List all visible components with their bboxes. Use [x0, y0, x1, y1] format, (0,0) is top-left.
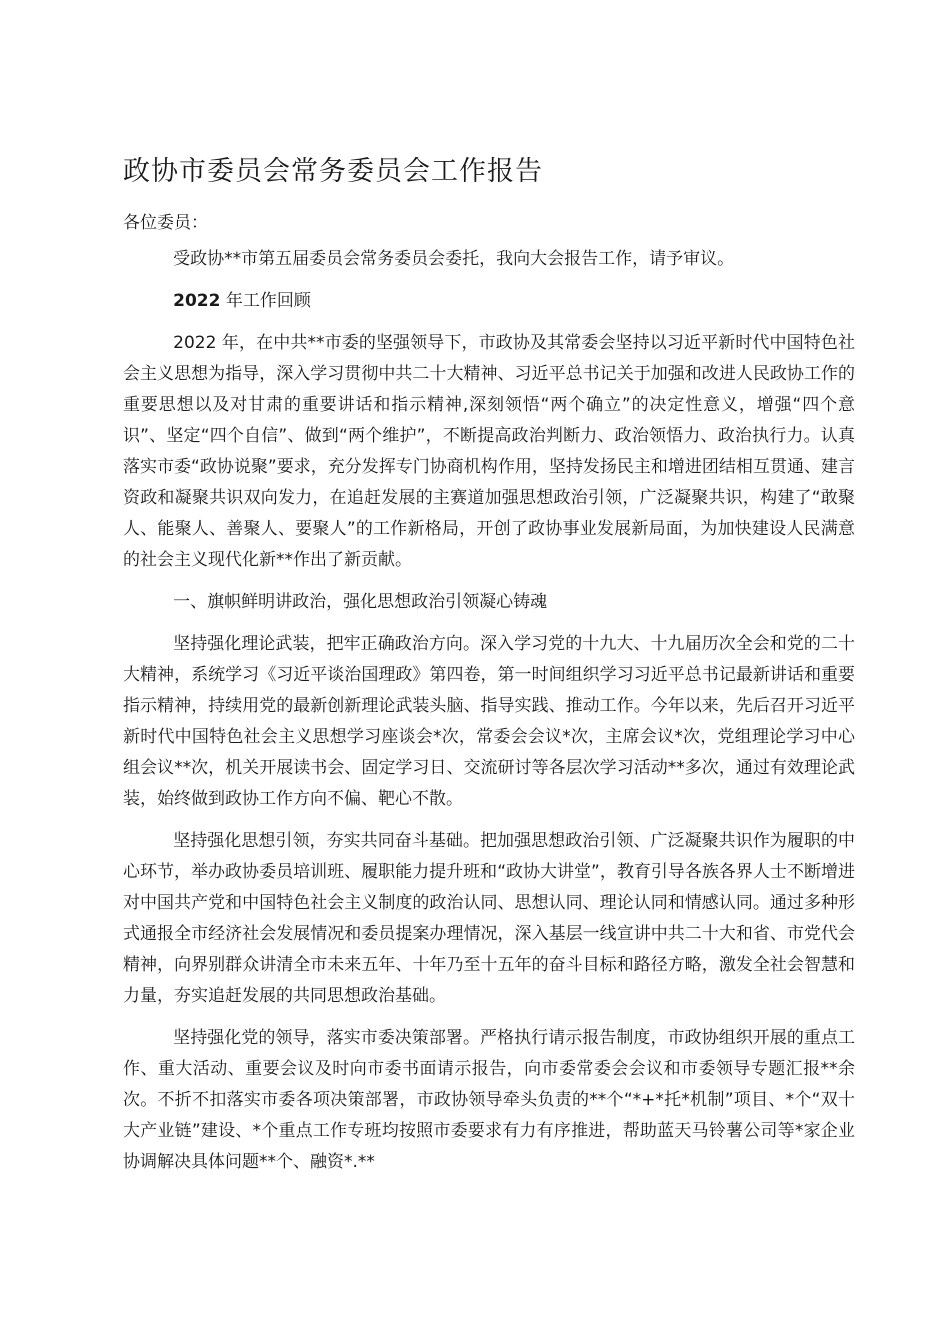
document-page: [123, 150, 855, 1189]
body-paragraph: 2022 年，在中共**市委的坚强领导下，市政协及其常委会坚持以习近平新时代中国特色社会主义思想为指导，深入学习贯彻中共二十大精神、习近平总书记关于加强和改进人民政协工作的重要思想以及对甘肃的重要讲话和指示精神,深刻领悟“两个确立”的决定性意义，增强“四个意识”、坚定“四个自信”、做到“两个维护”，不断提高政治判断力、政治领悟力、政治执行力。认真落实市委“政协说聚”要求，充分发挥专门协商机构作用，坚持发扬民主和增进团结相互贯通、建言资政和凝聚共识双向发力，在追赶发展的主赛道加强思想政治引领，广泛凝聚共识，构建了“敢聚人、能聚人、善聚人、要聚人”的工作新格局，开创了政协事业发展新局面，为加快建设人民满意的社会主义现代化新**作出了新贡献。: [123, 333, 855, 570]
section-heading: 一、旗帜鲜明讲政治，强化思想政治引领凝心铸魂: [173, 592, 548, 612]
review-heading-year: 2022: [173, 291, 221, 311]
body-paragraph: 坚持强化思想引领，夯实共同奋斗基础。把加强思想政治引领、广泛凝聚共识作为履职的中心环节，举办政协委员培训班、履职能力提升班和“政协大讲堂”，教育引导各族各界人士不断增进对中国共产党和中国特色社会主义制度的政治认同、思想认同、理论认同和情感认同。通过多种形式通报全市经济社会发展情况和委员提案办理情况，深入基层一线宣讲中共二十大和省、市党代会精神，向界别群众讲清全市未来五年、十年乃至十五年的奋斗目标和路径方略，激发全社会智慧和力量，夯实追赶发展的共同思想政治基础。: [123, 831, 855, 1006]
body-paragraph: 坚持强化理论武装，把牢正确政治方向。深入学习党的十九大、十九届历次全会和党的二十大精神，系统学习《习近平谈治国理政》第四卷，第一时间组织学习习近平总书记最新讲话和重要指示精神，持续用党的最新创新理论武装头脑、指导实践、推动工作。今年以来，先后召开习近平新时代中国特色社会主义思想学习座谈会*次，常委会会议*次，主席会议*次，党组理论学习中心组会议**次，机关开展读书会、固定学习日、交流研讨等各层次学习活动**多次，通过有效理论武装，始终做到政协工作方向不偏、靶心不散。: [123, 634, 855, 809]
document-title: 政协市委员会常务委员会工作报告: [123, 156, 543, 187]
salutation: 各位委员：: [123, 213, 208, 233]
review-heading-text: 年工作回顾: [220, 291, 311, 311]
review-heading: [123, 286, 855, 317]
intro-paragraph: 受政协**市第五届委员会常务委员会委托，我向大会报告工作，请予审议。: [173, 249, 735, 269]
body-paragraph: 坚持强化党的领导，落实市委决策部署。严格执行请示报告制度，市政协组织开展的重点工作、重大活动、重要会议及时向市委书面请示报告，向市委常委会会议和市委领导专题汇报**余次。不折不扣落实市委各项决策部署，市政协领导牵头负责的**个“*+*托*机制”项目、*个“双十大产业链”建设、*个重点工作专班均按照市委要求有力有序推进，帮助蓝天马铃薯公司等*家企业协调解决具体问题**个、融资*.**: [123, 1028, 855, 1172]
